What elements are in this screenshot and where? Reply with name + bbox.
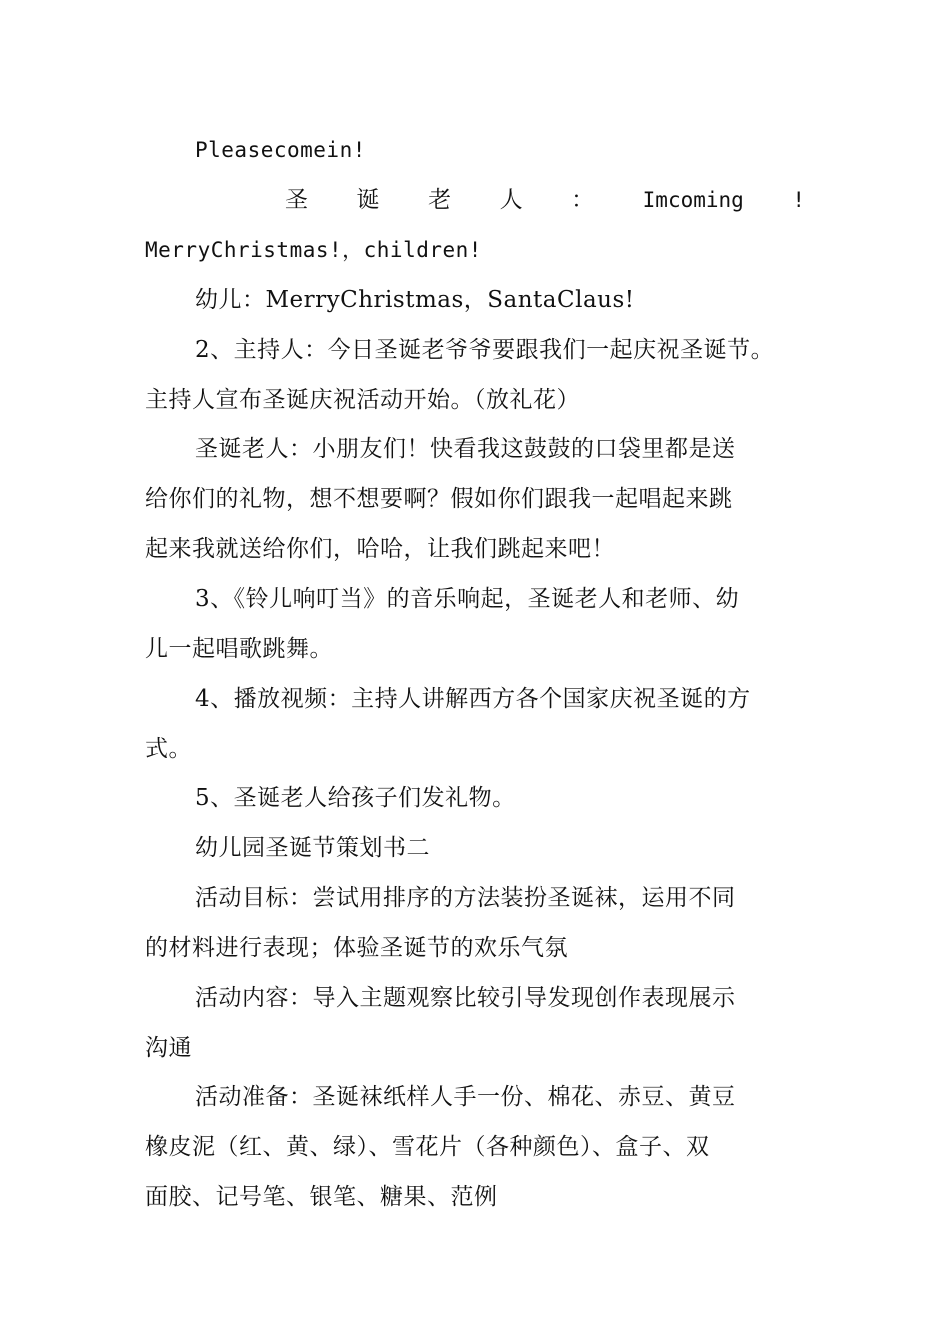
paragraph-step-5: 5、圣诞老人给孩子们发礼物。 (195, 785, 516, 811)
paragraph-activity-content-line-2: 沟通 (145, 1035, 192, 1061)
paragraph-step-4-line-1: 4、播放视频：主持人讲解西方各个国家庆祝圣诞的方 (195, 686, 751, 712)
section-heading-plan-two: 幼儿园圣诞节策划书二 (195, 835, 430, 861)
paragraph-step-3-line-2: 儿一起唱歌跳舞。 (145, 636, 333, 662)
santa-char-1: 圣 (285, 187, 308, 213)
paragraph-activity-prep-line-3: 面胶、记号笔、银笔、糖果、范例 (145, 1184, 498, 1210)
paragraph-santa-speech-line-2: 给你们的礼物，想不想要啊？假如你们跟我一起唱起来跳 (145, 486, 733, 512)
paragraph-children-reply: 幼儿：MerryChristmas，SantaClaus! (195, 287, 635, 313)
santa-char-3: 老 (428, 187, 452, 213)
paragraph-santa-speech-line-3: 起来我就送给你们，哈哈，让我们跳起来吧！ (145, 536, 615, 562)
paragraph-step-2-line-2: 主持人宣布圣诞庆祝活动开始。（放礼花） (145, 387, 580, 413)
paragraph-activity-prep-line-2: 橡皮泥（红、黄、绿）、雪花片（各种颜色）、盒子、双 (145, 1134, 710, 1160)
paragraph-step-3-line-1: 3、《铃儿响叮当》的音乐响起，圣诞老人和老师、幼 (195, 586, 740, 612)
paragraph-activity-goal-line-1: 活动目标：尝试用排序的方法装扮圣诞袜，运用不同 (195, 885, 736, 911)
paragraph-please-come-in: Pleasecomein! (195, 138, 366, 162)
paragraph-santa-speech-line-1: 圣诞老人：小朋友们！快看我这鼓鼓的口袋里都是送 (195, 436, 736, 462)
santa-char-2: 诞 (356, 187, 380, 213)
paragraph-santa-line-cont: MerryChristmas!，children! (145, 238, 482, 262)
paragraph-activity-goal-line-2: 的材料进行表现；体验圣诞节的欢乐气氛 (145, 935, 568, 961)
paragraph-santa-line (285, 185, 805, 215)
paragraph-step-4-line-2: 式。 (145, 736, 192, 762)
paragraph-step-2-line-1: 2、主持人：今日圣诞老爷爷要跟我们一起庆祝圣诞节。 (195, 337, 775, 363)
paragraph-activity-prep-line-1: 活动准备：圣诞袜纸样人手一份、棉花、赤豆、黄豆 (195, 1084, 736, 1110)
santa-colon: ： (571, 187, 595, 213)
santa-exclaim: ! (792, 188, 805, 212)
santa-imcoming: Imcoming (642, 188, 744, 212)
paragraph-activity-content-line-1: 活动内容：导入主题观察比较引导发现创作表现展示 (195, 985, 736, 1011)
santa-char-4: 人 (499, 187, 523, 213)
